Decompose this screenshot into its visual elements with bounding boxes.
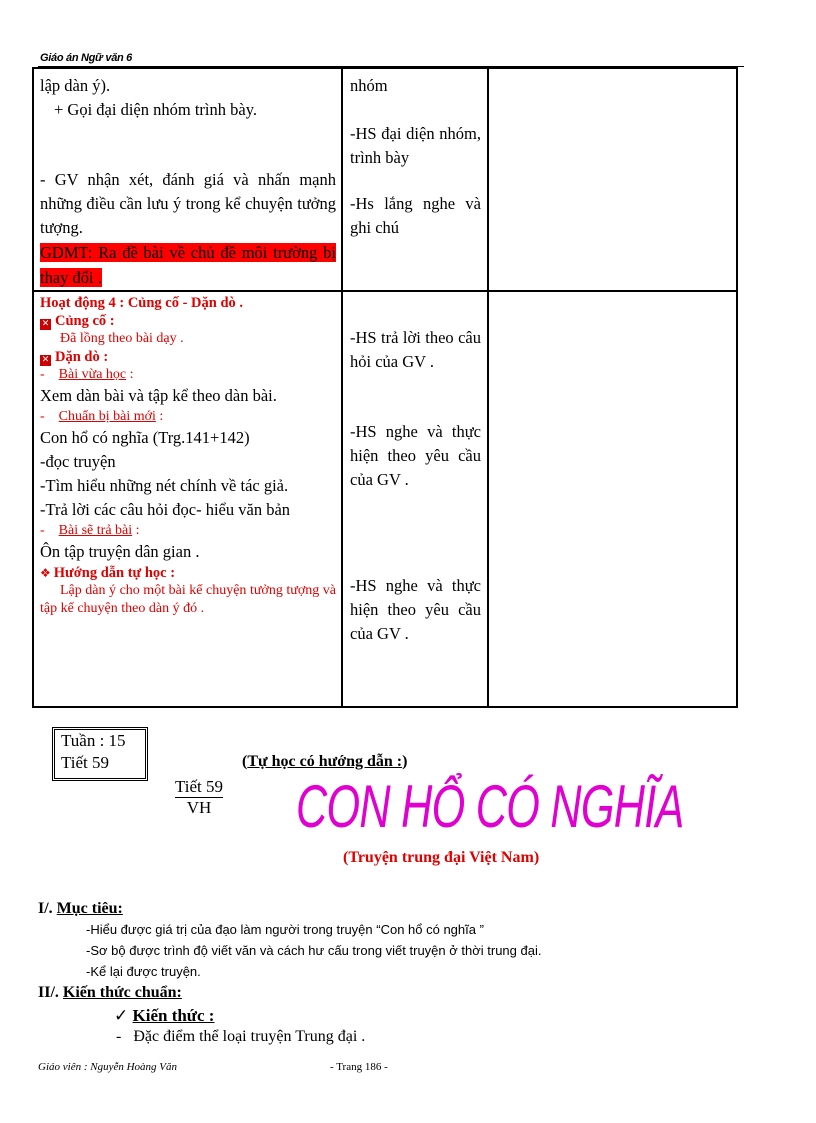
table-row <box>33 291 737 707</box>
period-vh <box>175 777 223 818</box>
cung-co-heading: ✕ Củng cố : <box>41 313 115 329</box>
table-row <box>33 68 737 291</box>
objective-item: -Kể lại được truyện. <box>86 964 201 979</box>
text-line: lập dàn ý). <box>40 76 111 95</box>
bai-se-tra-heading: - Bài sẽ trả bài : <box>40 523 140 538</box>
cung-co-text: Đã lồng theo bài dạy . <box>60 331 184 346</box>
bai-vua-hoc-heading: - Bài vừa học : <box>40 367 134 382</box>
lesson-subtitle: (Truyện trung đại Việt Nam) <box>343 849 540 866</box>
week-label: Tuần : 15 <box>61 731 126 750</box>
knowledge-item: - Đặc điểm thể loại truyện Trung đại . <box>116 1028 366 1045</box>
huong-dan-text: Lập dàn ý cho một bài kể chuyện tưởng tượng và tập kể chuyện theo dàn ý đó . <box>40 583 336 616</box>
footer-page: - Trang 186 - <box>330 1061 388 1073</box>
text-line: -HS nghe và thực hiện theo yêu cầu của GV . <box>350 422 481 489</box>
text-line: -Trả lời các câu hỏi đọc- hiểu văn bản <box>40 500 291 519</box>
knowledge-subheading: ✓ Kiến thức : <box>114 1006 215 1026</box>
bai-vua-hoc-text: Xem dàn bài và tập kể theo dàn bài. <box>40 386 277 405</box>
period-vh-top: Tiết 59 <box>175 777 224 796</box>
footer-teacher: Giáo viên : Nguyễn Hoàng Văn <box>38 1061 177 1073</box>
text-line: -đọc truyện <box>40 452 116 471</box>
text-line: -HS nghe và thực hiện theo yêu cầu của GV . <box>350 576 481 643</box>
checkbox-icon: ✕ <box>41 355 50 365</box>
objective-item: -Sơ bộ được trình độ viết văn và cách hư cấu trong viết truyện ở thời trung đại. <box>86 943 542 958</box>
checkbox-icon: ✕ <box>41 319 50 329</box>
gdmt-label: GDMT <box>40 243 88 262</box>
period-vh-bottom: VH <box>186 798 212 817</box>
section-knowledge-heading: II/. Kiến thức chuẩn: <box>38 984 182 1001</box>
objective-item: -Hiểu được giá trị của đạo làm người trong truyện “Con hổ có nghĩa ” <box>86 922 484 937</box>
lesson-title: CON HỔ CÓ NGHĨA <box>296 773 684 840</box>
dan-do-heading: ✕ Dặn dò : <box>41 349 109 365</box>
period-label: Tiết 59 <box>61 753 110 772</box>
text-line: nhóm <box>350 76 388 95</box>
text-line: Ôn tập truyện dân gian . <box>40 542 200 561</box>
text-line: + Gọi đại diện nhóm trình bày. <box>54 100 257 119</box>
text-line: -HS trả lời theo câu hỏi của GV . <box>350 328 481 371</box>
lesson-plan-table <box>32 67 738 708</box>
week-box <box>52 727 148 781</box>
gdmt-note <box>40 240 336 290</box>
chuan-bi-heading: - Chuẩn bị bài mới : <box>40 409 164 424</box>
text-line: -Hs lắng nghe và ghi chú <box>350 194 481 237</box>
student-activity-cell <box>342 68 488 291</box>
activity-heading: Hoạt động 4 : Củng cố - Dặn dò . <box>40 295 244 311</box>
text-line: -Tìm hiểu những nét chính về tác giả. <box>40 476 289 495</box>
section-objectives-heading: I/. Mục tiêu: <box>38 900 123 917</box>
guided-study: (Tự học có hướng dẫn :) <box>242 753 408 770</box>
student-activity-cell <box>342 291 488 707</box>
gv-note: - GV nhận xét, đánh giá và nhấn mạnh những điều cần lưu ý trong kể chuyện tưởng tượng. <box>40 170 336 237</box>
check-icon: ✓ <box>114 1006 129 1026</box>
notes-cell <box>488 68 737 291</box>
text-line: Con hổ có nghĩa (Trg.141+142) <box>40 428 250 447</box>
notes-cell <box>488 291 737 707</box>
header-label: Giáo án Ngữ văn 6 <box>40 52 132 64</box>
huong-dan-heading: ❖ Hướng dẫn tự học : <box>40 565 176 581</box>
teacher-activity-cell <box>33 68 342 291</box>
text-line: -HS đại diện nhóm, trình bày <box>350 124 481 167</box>
teacher-activity-cell <box>33 291 342 707</box>
gdmt-text: : Ra đề bài về chủ đề môi trường bị thay đổi . <box>40 243 336 287</box>
diamond-bullet-icon: ❖ <box>40 566 51 580</box>
